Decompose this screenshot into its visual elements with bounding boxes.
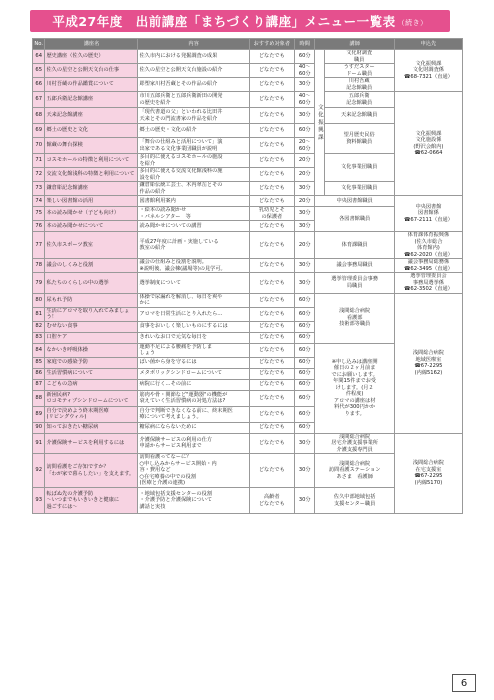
duration: 30分 <box>295 207 315 221</box>
duration: 60分 <box>295 332 315 343</box>
course-content: 「舞台の仕組みと活用について」演 出家である文化事業団職員が説明 <box>138 138 249 154</box>
duration: 30分 <box>295 221 315 232</box>
col-target: おすすめ対象者 <box>249 39 294 50</box>
page-title: 平成27年度 出前講座「まちづくり講座」メニュー一覧表 <box>52 14 396 29</box>
duration: 60分 <box>295 124 315 138</box>
table-row <box>33 50 463 64</box>
target-audience: どなたでも <box>249 221 294 232</box>
course-name: 転ばぬ先の介護予防 ～いつまでもいきいきと健康に 過ごすには～ <box>45 488 138 514</box>
lecturer: 議会事務局職員 <box>315 259 394 273</box>
apply-contact: 文化振興課 文化財調査係 ☎68-7321（直通） <box>394 50 462 92</box>
row-number: 80 <box>33 293 45 307</box>
table-row <box>33 293 463 307</box>
lecturer: 文化事業団職員 <box>324 182 394 196</box>
duration: 20～ 60分 <box>295 138 315 154</box>
course-content: 介護保険サービスの利用の仕方 申請からサービス利用まで <box>138 433 249 454</box>
course-content: ばい菌から身を守るには <box>138 357 249 368</box>
duration: 60分 <box>295 406 315 422</box>
row-number: 81 <box>33 307 45 321</box>
target-audience: どなたでも <box>249 259 294 273</box>
table-row <box>33 232 463 259</box>
row-number: 93 <box>33 488 45 514</box>
course-content: 佐久市内における発掘調査の成果 <box>138 50 249 64</box>
row-number: 87 <box>33 379 45 390</box>
course-content: 平成27年度に計画・実施している 教室の紹介 <box>138 232 249 259</box>
lecturer: 望月歴史民俗 資料館職員 <box>324 124 394 154</box>
apply-contact: 体育課体育振興係 (佐久市総合 体育館内) ☎62-2020（直通） <box>394 232 462 259</box>
course-table <box>32 38 463 514</box>
course-name: 家庭での感染予防 <box>45 357 138 368</box>
course-content: 図書館利用案内 <box>138 196 249 207</box>
course-content: 鎌倉彫伝統工芸士、木内翠岳とその 作品の紹介 <box>138 182 249 196</box>
lecturer: 浅間総合病院 訪問看護ステーション あさま 看護師 <box>315 454 394 488</box>
target-audience: どなたでも <box>249 154 294 168</box>
course-content: 体操で尿漏れを解消し、毎日を爽や かに <box>138 293 249 307</box>
course-content: 食事をおいしく楽しいものにするには <box>138 321 249 332</box>
target-audience: どなたでも <box>249 433 294 454</box>
apply-contact: 議会事務局総務係 ☎62-3495（直通） <box>394 259 462 273</box>
course-content: 「現代書道の父」といわれる比田井 天来とその門流書家の作品を紹介 <box>138 108 249 124</box>
target-audience: 高齢者 どなたでも <box>249 488 294 514</box>
lecturer: うすだスター ドーム職員 <box>324 64 394 78</box>
course-content: 選挙制度について <box>138 273 249 294</box>
target-audience: どなたでも <box>249 64 294 78</box>
target-audience: どなたでも <box>249 196 294 207</box>
duration: 60分 <box>295 343 315 357</box>
page-number: 6 <box>452 674 476 692</box>
course-content: アロマを日常生活にとり入れたら… <box>138 307 249 321</box>
duration: 30分 <box>295 182 315 196</box>
target-audience: どなたでも <box>249 406 294 422</box>
course-name: 新困民病? ロコモティブシンドロームについて <box>45 390 138 406</box>
course-name: 歴史講座（佐久の歴史） <box>45 50 138 64</box>
course-name: なかいき呼吸体操 <box>45 343 138 357</box>
duration: 40～ 60分 <box>295 92 315 108</box>
course-name: 館蔵の舞台探検 <box>45 138 138 154</box>
course-name: 訪問看護をご存知ですか？ 「わが家で暮らしたい」を支えます。 <box>45 454 138 488</box>
course-name: 楽しい図書館の活用 <box>45 196 138 207</box>
table-header <box>33 39 463 50</box>
apply-contact: 中央図書館 図書館係 ☎67-2111（直通） <box>394 196 462 232</box>
apply-contact: 浅間総合病院 地域医療室 ☎67-2295 (内線5162) <box>394 293 462 433</box>
row-number: 76 <box>33 221 45 232</box>
page-banner <box>30 10 450 32</box>
course-name: 鎌倉彫記念館講座 <box>45 182 138 196</box>
course-name: 知っておきたい糖尿病 <box>45 422 138 433</box>
course-content: 筋肉や骨・関節など"運動器"の機能が 衰えていく生活習慣病の対処方法は? <box>138 390 249 406</box>
duration: 60分 <box>295 321 315 332</box>
target-audience: どなたでも <box>249 321 294 332</box>
target-audience: どなたでも <box>249 379 294 390</box>
title-suffix: （続き） <box>397 19 428 27</box>
lecturer: 浅間総合病院 居宅介護支援事業所 介護支援専門員 <box>315 433 394 454</box>
duration: 20分 <box>295 168 315 182</box>
row-number: 72 <box>33 168 45 182</box>
course-content: メタボリックシンドロームについて <box>138 368 249 379</box>
row-number: 84 <box>33 343 45 357</box>
target-audience: どなたでも <box>249 232 294 259</box>
lecturer: 川村吾蔵 記念館職員 <box>324 78 394 92</box>
lecturer: 各図書館職員 <box>315 207 394 232</box>
lecturer: 文化財調査 職員 <box>324 50 394 64</box>
course-name: 五郎兵衛記念館講座 <box>45 92 138 108</box>
lecturer: ※申し込みは講座開 催日の２ヶ月前ま でにお願いします。 年間15件までお受 けします。(月２ 件程度) アロマの講座は材 料代が300円かか ります。 <box>315 343 394 433</box>
target-audience: 乳幼児とそ の保護者 <box>249 207 294 221</box>
row-number: 89 <box>33 406 45 422</box>
course-name: 議会のしくみと役割 <box>45 259 138 273</box>
course-content: きれいなお口で元気な毎日を <box>138 332 249 343</box>
row-number: 73 <box>33 182 45 196</box>
target-audience: どなたでも <box>249 108 294 124</box>
course-name: 本の読み聞かせ（子ども向け） <box>45 207 138 221</box>
target-audience: どなたでも <box>249 78 294 92</box>
row-number: 66 <box>33 78 45 92</box>
target-audience: どなたでも <box>249 182 294 196</box>
target-audience: どなたでも <box>249 124 294 138</box>
target-audience: どなたでも <box>249 168 294 182</box>
course-name: 天来記念館講座 <box>45 108 138 124</box>
row-number: 77 <box>33 232 45 259</box>
course-content: 佐久の星空と公開天文台施設の紹介 <box>138 64 249 78</box>
row-number: 82 <box>33 321 45 332</box>
course-content: 自分で判断できなくなる前に、終末期医 療について考えましょう。 <box>138 406 249 422</box>
row-number: 78 <box>33 259 45 273</box>
course-name: 川村吾蔵の作品鑑賞について <box>45 78 138 92</box>
course-name: 尿もれ予防 <box>45 293 138 307</box>
lecturer: 浅間総合病院 看護部 技術部等職員 <box>315 293 394 343</box>
duration: 60分 <box>295 357 315 368</box>
lecturer: 体育課職員 <box>315 232 394 259</box>
duration: 60分 <box>295 422 315 433</box>
duration: 30分 <box>295 433 315 454</box>
course-content: 読み聞かせについての講習 <box>138 221 249 232</box>
row-number: 67 <box>33 92 45 108</box>
col-content: 内容 <box>138 39 249 50</box>
row-number: 90 <box>33 422 45 433</box>
row-number: 88 <box>33 390 45 406</box>
row-number: 65 <box>33 64 45 78</box>
lecturer: 中央図書館職員 <box>315 196 394 207</box>
duration: 30分 <box>295 108 315 124</box>
col-apply: 申込先 <box>394 39 462 50</box>
table-row <box>33 433 463 454</box>
row-number: 92 <box>33 454 45 488</box>
lecturer: 五郎兵衛 記念館職員 <box>324 92 394 108</box>
col-time: 時間 <box>295 39 315 50</box>
duration: 30分 <box>295 273 315 294</box>
course-name: 口腔ケア <box>45 332 138 343</box>
target-audience: どなたでも <box>249 357 294 368</box>
target-audience: どなたでも <box>249 422 294 433</box>
course-name: 佐久市スポーツ教室 <box>45 232 138 259</box>
course-name: 佐久の星空と公開天文台の仕事 <box>45 64 138 78</box>
target-audience: どなたでも <box>249 92 294 108</box>
apply-contact: 選挙管理委員会 事務局選挙係 ☎62-3502（直通） <box>394 273 462 294</box>
course-name: 郷土の歴史と文化 <box>45 124 138 138</box>
duration: 60分 <box>295 50 315 64</box>
row-number: 74 <box>33 196 45 207</box>
col-lecturer: 講師 <box>315 39 394 50</box>
row-number: 71 <box>33 154 45 168</box>
course-content: 郷土の歴史・文化の紹介 <box>138 124 249 138</box>
course-content: 市川五郎兵衛と五郎兵衛新田の開発 の歴史を紹介 <box>138 92 249 108</box>
course-content: 多目的に使える交流文化館浅科の施 設を紹介 <box>138 168 249 182</box>
course-content: 運動不足による腰痛を予防しま しょう <box>138 343 249 357</box>
target-audience: どなたでも <box>249 332 294 343</box>
lecturer: 選挙管理委員会事務 局職員 <box>315 273 394 294</box>
lecturer: 文化事業団職員 <box>324 154 394 182</box>
target-audience: どなたでも <box>249 368 294 379</box>
course-name: こどもの急病 <box>45 379 138 390</box>
duration: 20分 <box>295 154 315 168</box>
row-number: 64 <box>33 50 45 64</box>
table-row <box>33 92 463 108</box>
table-row <box>33 196 463 207</box>
lecturer: 佐久中部地域包括 支援センター職員 <box>315 488 394 514</box>
course-content: 糖尿病にならないために <box>138 422 249 433</box>
target-audience: どなたでも <box>249 390 294 406</box>
duration: 30分 <box>295 488 315 514</box>
duration: 60分 <box>295 307 315 321</box>
target-audience: どなたでも <box>249 50 294 64</box>
course-name: 介護保険サービスを利用するには <box>45 433 138 454</box>
table-row <box>33 259 463 273</box>
row-number: 69 <box>33 124 45 138</box>
target-audience: どなたでも <box>249 273 294 294</box>
target-audience: どなたでも <box>249 293 294 307</box>
course-name: 私たちのくらしの中の選挙 <box>45 273 138 294</box>
target-audience: どなたでも <box>249 138 294 154</box>
course-content: ・絵本の読み聞かせ ・パネルシアター 等 <box>138 207 249 221</box>
course-content: 病院に行く…その前に <box>138 379 249 390</box>
course-name: 本の読み聞かせについて <box>45 221 138 232</box>
course-content: 彫塑家川村吾蔵とその作品の紹介 <box>138 78 249 92</box>
duration: 60分 <box>295 390 315 406</box>
row-number: 68 <box>33 108 45 124</box>
apply-contact: 文化振興課 文化施設係 (野沢会館内) ☎62-0664 <box>394 92 462 196</box>
course-name: 交流文化館浅科の特徴と利用について <box>45 168 138 182</box>
category-label: 文化振興課 <box>315 50 324 196</box>
duration: 30分 <box>295 259 315 273</box>
course-name: コスモホールの特徴と利用について <box>45 154 138 168</box>
course-content: 多目的に使えるコスモホールの施設 を紹介 <box>138 154 249 168</box>
col-no: No. <box>33 39 45 50</box>
row-number: 70 <box>33 138 45 154</box>
row-number: 75 <box>33 207 45 221</box>
duration: 20分 <box>295 232 315 259</box>
course-content: 訪問看護ってなーに？ ○申し込みからサービス開始・内 容・費用など ○在宅療養の中での役割 (医療と介護の連携) <box>138 454 249 488</box>
row-number: 79 <box>33 273 45 294</box>
row-number: 85 <box>33 357 45 368</box>
target-audience: どなたでも <box>249 307 294 321</box>
target-audience: どなたでも <box>249 343 294 357</box>
duration: 60分 <box>295 368 315 379</box>
apply-contact: 浅間総合病院 在宅支援室 ☎67-2295 (内線5170) <box>394 433 462 514</box>
duration: 20分 <box>295 196 315 207</box>
table-row <box>33 273 463 294</box>
duration: 60分 <box>295 293 315 307</box>
course-name: 生活にアロマを取り入れてみましょう！ <box>45 307 138 321</box>
col-course: 講座名 <box>45 39 138 50</box>
duration: 30分 <box>295 78 315 92</box>
duration: 30分 <box>295 454 315 488</box>
duration: 40～ 60分 <box>295 64 315 78</box>
course-name: 生活習慣病について <box>45 368 138 379</box>
course-content: ・地域包括支援センターの役割 ・介護予防と介護保険について 講話と実技 <box>138 488 249 514</box>
row-number: 91 <box>33 433 45 454</box>
duration: 60分 <box>295 379 315 390</box>
course-content: 議会の仕組みと役割を説明。 ※説明後、議会棟(議場等)の見学可。 <box>138 259 249 273</box>
lecturer: 天来記念館職員 <box>324 108 394 124</box>
course-name: 自分で決めよう終末期医療 (リビングウィル) <box>45 406 138 422</box>
row-number: 86 <box>33 368 45 379</box>
course-name: むせない食事 <box>45 321 138 332</box>
row-number: 83 <box>33 332 45 343</box>
target-audience: どなたでも <box>249 454 294 488</box>
